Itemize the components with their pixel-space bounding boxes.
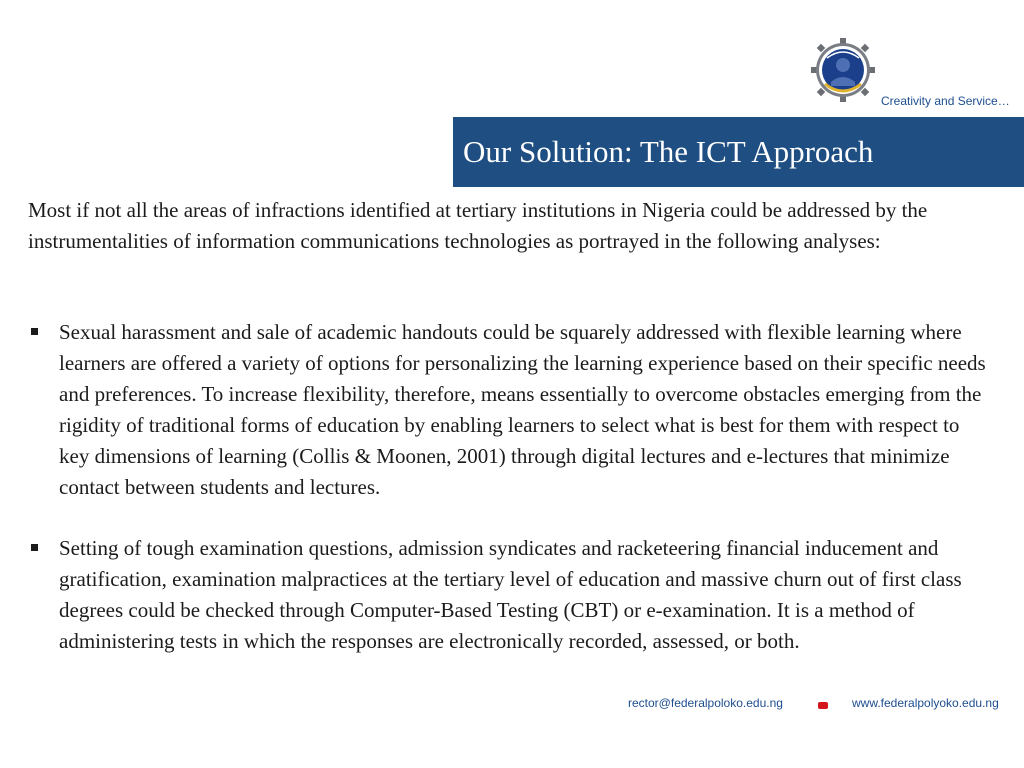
footer-separator [818,702,828,709]
intro-paragraph: Most if not all the areas of infractions identified at tertiary institutions in Nigeria could be addressed by the instrumentalities of information communications technologies as portrayed in the following analyses: [28,198,928,253]
bullet-item [28,317,988,503]
tagline: Creativity and Service… [881,94,1010,108]
bullet-text: Sexual harassment and sale of academic handouts could be squarely addressed with flexible learning where learners are offered a variety of options for personalizing the learning experience based on their specific needs and preferences. To increase flexibility, therefore, means essentially to overcome obstacles emerging from the rigidity of traditional forms of education by enabling learners to select what is best for them with respect to key dimensions of learning (Collis & Moonen, 2001) through digital lectures and e-lectures that minimize contact between students and lectures. [59,320,986,499]
title-bar [453,117,1024,187]
bullet-list [28,317,988,657]
slide-title: Our Solution: The ICT Approach [463,134,874,169]
institution-seal-icon [811,38,875,102]
bullet-item [28,533,988,657]
footer-website[interactable]: www.federalpolyoko.edu.ng [852,696,999,710]
footer-email[interactable]: rector@federalpoloko.edu.ng [628,696,783,710]
square-bullet-icon [31,544,38,551]
bullet-text: Setting of tough examination questions, admission syndicates and racketeering financial inducement and gratification, examination malpractices at the tertiary level of education and massive churn out of first class degrees could be checked through Computer-Based Testing (CBT) or e-examination. It is a method of administering tests in which the responses are electronically recorded, assessed, or both. [59,536,962,653]
square-bullet-icon [31,328,38,335]
